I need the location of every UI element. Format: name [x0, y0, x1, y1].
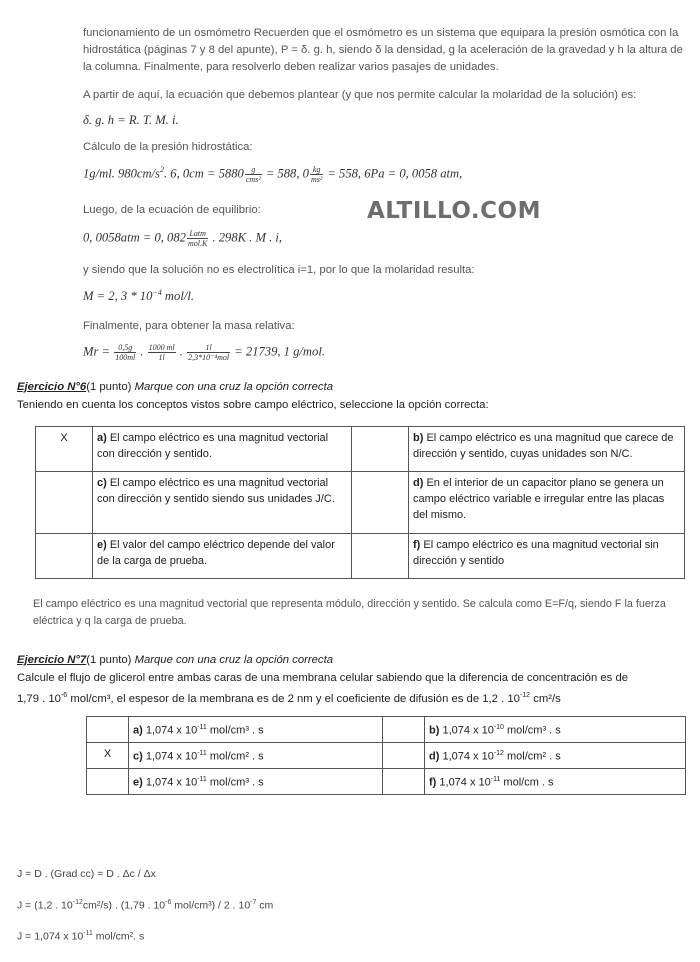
option-d[interactable]: d) 1,074 x $10^{-12}$ mol/cm² . s	[425, 743, 686, 769]
option-f[interactable]: f) El campo eléctrico es una magnitud vectorial sin dirección y sentido	[409, 534, 685, 579]
mark-cell-d[interactable]	[352, 472, 409, 534]
watermark-logo: ALTILLO.COM	[367, 198, 541, 224]
intro-paragraph-4: Luego, de la ecuación de equilibrio:	[83, 204, 261, 216]
mark-cell-f[interactable]	[383, 769, 425, 795]
option-b[interactable]: b) 1,074 x $10^{-10}$ mol/cm³ . s	[425, 717, 686, 743]
exercise-7-title: Ejercicio N°7(1 punto) Marque con una cruz la opción correcta	[17, 654, 333, 666]
option-b[interactable]: b) El campo eléctrico es una magnitud que carece de dirección y sentido, cuyas unidades son N/C.	[409, 427, 685, 472]
mark-cell-e[interactable]	[87, 769, 129, 795]
intro-paragraph-1: funcionamiento de un osmómetro Recuerden que el osmómetro es un sistema que equipara la presión osmótica con la hidrostática (páginas 7 y 8 del apunte), P = δ. g. h, siendo δ la densidad, g la aceleración de la gravedad y h la altura de la columna. Finalmente, para resolverlo deben realizar varios pasajes de unidades.	[83, 27, 683, 73]
mark-cell-c[interactable]: X	[87, 743, 129, 769]
intro-paragraph-5: y siendo que la solución no es electrolítica i=1, por lo que la molaridad resulta:	[83, 264, 475, 276]
exercise-6-answer: El campo eléctrico es una magnitud vectorial que representa módulo, dirección y sentido. Se calcula como E=F/q, siendo F la fuerza eléctrica y q la carga de prueba.	[33, 598, 666, 627]
intro-paragraph-3: Cálculo de la presión hidrostática:	[83, 141, 253, 153]
option-d[interactable]: d) En el interior de un capacitor plano se genera un campo eléctrico variable e irregular entre las placas del mismo.	[409, 472, 685, 534]
exercise-7-question: Calcule el flujo de glicerol entre ambas caras de una membrana celular sabiendo que la diferencia de concentración es de 1,79 . $10^{-6}$ mol/cm³, el espesor de la membrana es de 2 nm y el coeficiente de difusión es de 1,2 . $10^{-12}$ cm²/s	[17, 672, 629, 705]
mark-cell-b[interactable]	[352, 427, 409, 472]
option-a[interactable]: a) El campo eléctrico es una magnitud vectorial con dirección y sentido.	[93, 427, 352, 472]
exercise-6-question: Teniendo en cuenta los conceptos vistos sobre campo eléctrico, seleccione la opción correcta:	[17, 399, 489, 411]
equation-hydrostatic: 1g/ml. $980cm/s^2$. 6, 0cm = 5880 $\frac{g}{\text{cms²}}$ = 588, 0 $\frac{kg}{\text{ms²}}$ = 558, 6Pa = 0, 0058 atm,	[83, 165, 463, 184]
mark-cell-a[interactable]	[87, 717, 129, 743]
mark-cell-f[interactable]	[352, 534, 409, 579]
exercise-6-title: Ejercicio N°6(1 punto) Marque con una cruz la opción correcta	[17, 381, 333, 393]
option-c[interactable]: c) El campo eléctrico es una magnitud vectorial con dirección y sentido siendo sus unidades J/C.	[93, 472, 352, 534]
exercise-7-options-table	[86, 716, 686, 795]
option-a[interactable]: a) 1,074 x $10^{-11}$ mol/cm³ . s	[129, 717, 383, 743]
equation-relative-mass: Mr = $\frac{0,5g}{100ml}$ . $\frac{1000 ml}{1l}$ . $\frac{1l}{\text{2,3*10⁻⁴mol}}$ = 21739, 1 g/mol.	[83, 343, 325, 362]
equation-equilibrium-values: 0, 0058atm = 0, 082 $\frac{\text{Latm}}{\text{mol.K}}$ . 298K . M . i,	[83, 229, 283, 248]
intro-paragraph-2: A partir de aquí, la ecuación que debemos plantear (y que nos permite calcular la molaridad de la solución) es:	[83, 89, 637, 101]
solution-substitution: J = (1,2 . $10^{-12}cm^2/s$) . (1,79 . $10^{-6}$ mol/cm³) / 2 . $10^{-7}$ cm	[17, 899, 274, 912]
equation-molarity: M = 2, $3 * 10^{-4}$ mol/l.	[83, 288, 194, 304]
solution-formula: J = D . (Grad cc) = D . Δc / Δx	[17, 868, 156, 880]
mark-cell-b[interactable]	[383, 717, 425, 743]
option-c[interactable]: c) 1,074 x $10^{-11}$ mol/cm² . s	[129, 743, 383, 769]
exercise-6-options-table	[35, 426, 685, 579]
intro-paragraph-6: Finalmente, para obtener la masa relativa:	[83, 320, 295, 332]
mark-cell-a[interactable]: X	[36, 427, 93, 472]
mark-cell-e[interactable]	[36, 534, 93, 579]
mark-cell-c[interactable]	[36, 472, 93, 534]
option-e[interactable]: e) 1,074 x $10^{-11}$ mol/cm³ . s	[129, 769, 383, 795]
option-e[interactable]: e) El valor del campo eléctrico depende del valor de la carga de prueba.	[93, 534, 352, 579]
mark-cell-d[interactable]	[383, 743, 425, 769]
option-f[interactable]: f) 1,074 x $10^{-11}$ mol/cm . s	[425, 769, 686, 795]
solution-result: J = 1,074 x $10^{-11}$ mol/cm². s	[17, 930, 145, 943]
equation-equilibrium: δ. g. h = R. T. M. i.	[83, 113, 179, 127]
